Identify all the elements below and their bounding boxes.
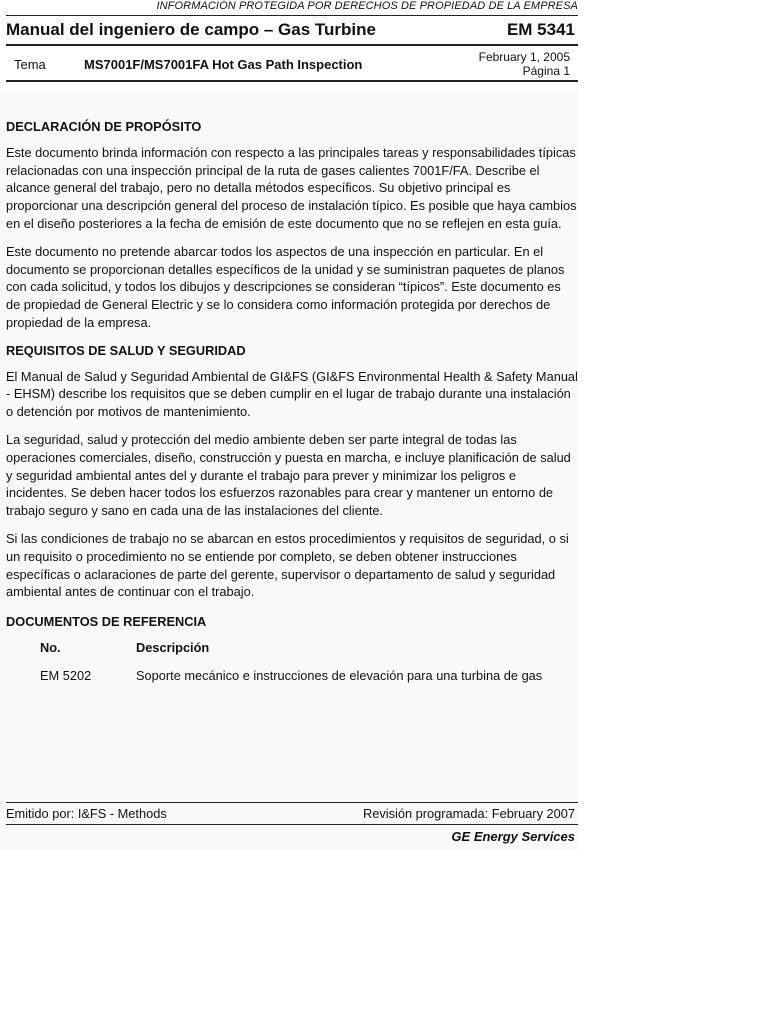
- header-rule-top: [6, 15, 578, 16]
- references-col-desc: Descripción: [136, 639, 210, 655]
- purpose-paragraph-2: Este documento no pretende abarcar todos los aspectos de una inspección en particular. En el documento se proporcionan detalles específicos de la unidad y se suministran paquetes de planos con cada solicitud, y todos los dibujos y descripciones se consideran “típicos”. Este documento es de propiedad de General Electric y se lo considera como información protegida por derechos de propiedad de la empresa.: [6, 243, 565, 330]
- reference-desc: Soporte mecánico e instrucciones de elevación para una turbina de gas: [136, 667, 543, 683]
- references-table-header: [34, 639, 542, 667]
- table-row: [34, 667, 542, 695]
- purpose-heading: DECLARACIÓN DE PROPÓSITO: [6, 119, 202, 134]
- safety-heading: REQUISITOS DE SALUD Y SEGURIDAD: [6, 342, 246, 358]
- page-number: Página 1: [522, 64, 570, 78]
- purpose-paragraph-1: Este documento brinda información con respecto a las principales tareas y responsabilidades típicas relacionadas con una inspección principal de la ruta de gases calientes 7001F/FA. Describe el alcance general del trabajo, pero no detalla métodos específicos. Su objetivo principal es proporcionar una descripción general del proceso de instalación típico. Es posible que haya cambios en el diseño posteriores a la fecha de emisión de este documento que no se reflejen en esta guía.: [6, 144, 577, 231]
- document-body: [6, 118, 578, 695]
- brand-name: GE Energy Services: [451, 829, 575, 844]
- manual-title: Manual del ingeniero de campo – Gas Turbine: [6, 20, 376, 39]
- date-page-block: [400, 50, 570, 78]
- safety-paragraph-1: El Manual de Salud y Seguridad Ambiental de GI&FS (GI&FS Environmental Health & Safety Manual - EHSM) describe los requisitos que se deben cumplir en el lugar de trabajo durante una instalación o detención por motivos de mantenimiento.: [6, 368, 578, 420]
- tema-label: Tema: [14, 57, 46, 72]
- references-table: [34, 639, 542, 695]
- references-heading: DOCUMENTOS DE REFERENCIA: [6, 614, 207, 630]
- footer-rule: [6, 802, 578, 803]
- issued-by: Emitido por: I&FS - Methods: [6, 806, 167, 821]
- footer-rule-bottom: [6, 824, 578, 825]
- references-col-no: No.: [40, 639, 61, 655]
- tema-value: MS7001F/MS7001FA Hot Gas Path Inspection: [84, 57, 363, 72]
- proprietary-notice: INFORMACIÓN PROTEGIDA POR DERECHOS DE PROPIEDAD DE LA EMPRESA: [156, 0, 578, 12]
- revision-schedule: Revisión programada: February 2007: [363, 806, 575, 821]
- document-date: February 1, 2005: [478, 50, 570, 64]
- safety-paragraph-2: La seguridad, salud y protección del medio ambiente deben ser parte integral de todas las operaciones comerciales, diseño, construcción y puesta en marcha, e incluye planificación de salud y seguridad ambiental antes del y durante el trabajo para prever y minimizar los peligros e incidentes. Se deben hacer todos los esfuerzos razonables para crear y mantener un entorno de trabajo seguro y sano en cada una de las instalaciones del cliente.: [6, 431, 571, 519]
- reference-no: EM 5202: [40, 667, 92, 683]
- header-rule-bottom: [6, 80, 578, 82]
- header-rule-middle: [6, 44, 578, 46]
- safety-paragraph-3: Si las condiciones de trabajo no se abarcan en estos procedimientos y requisitos de seguridad, o si un requisito o procedimiento no se entiende por completo, se deben obtener instrucciones específicas o aclaraciones de parte del gerente, supervisor o departamento de salud y seguridad ambiental antes de continuar con el trabajo.: [6, 530, 569, 600]
- document-number: EM 5341: [506, 20, 575, 39]
